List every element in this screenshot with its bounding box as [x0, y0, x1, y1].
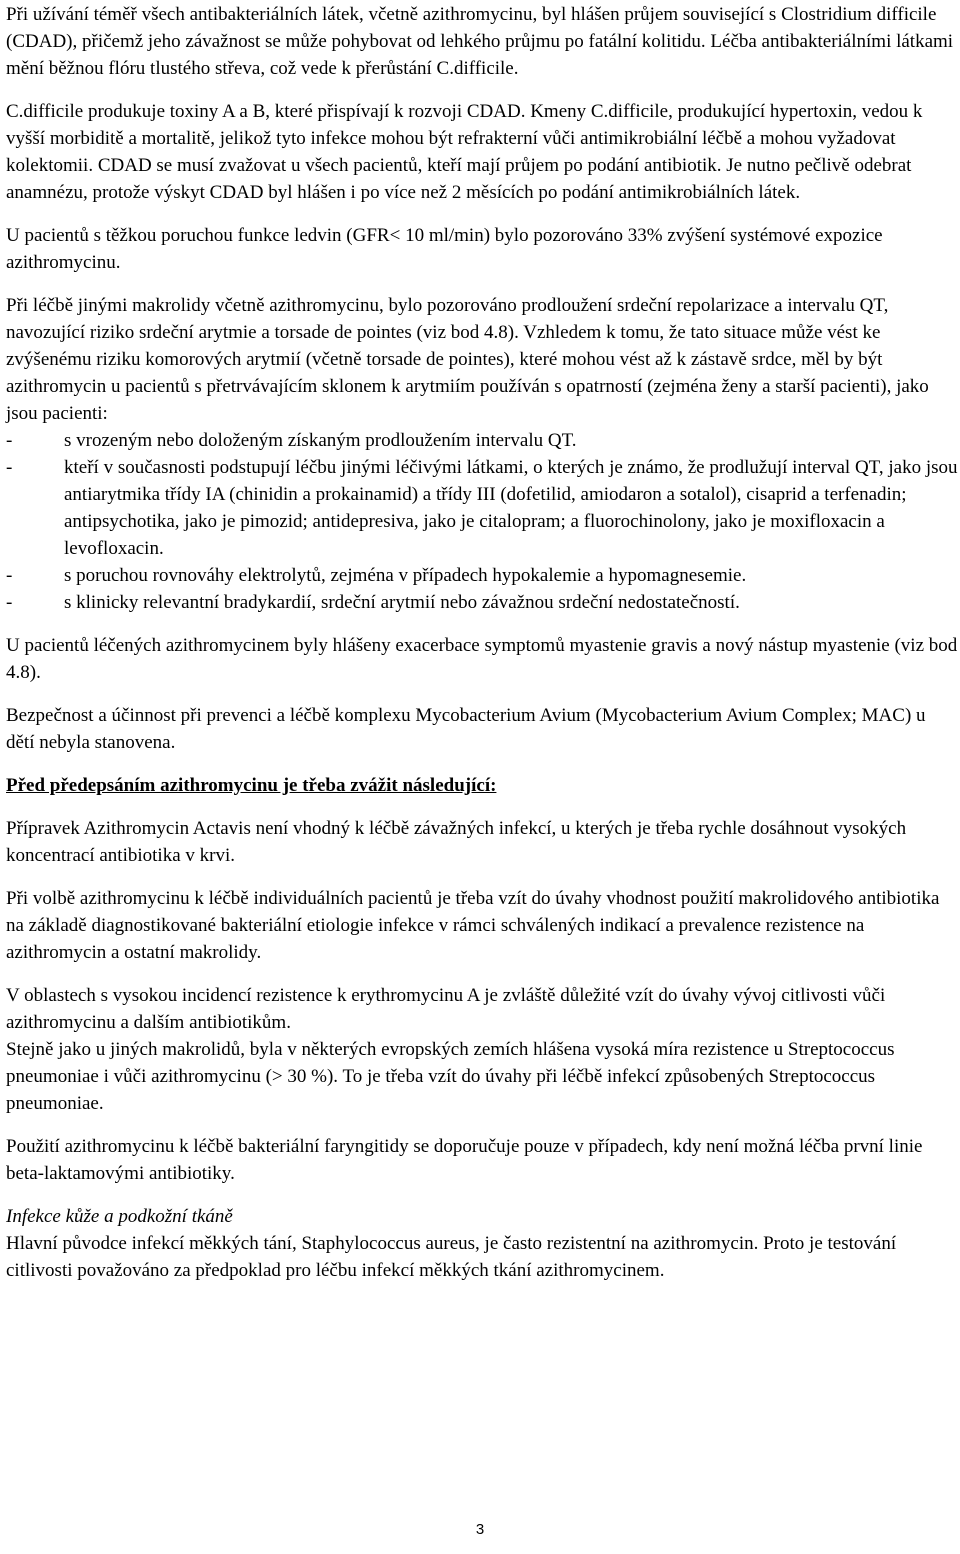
list-item — [6, 562, 958, 589]
paragraph-renal-impairment: U pacientů s těžkou poruchou funkce ledvin (GFR< 10 ml/min) bylo pozorováno 33% zvýšení systémové expozice azithromycinu. — [6, 225, 883, 273]
paragraph-cdad-toxins: C.difficile produkuje toxiny A a B, které přispívají k rozvoji CDAD. Kmeny C.difficile, produkující hypertoxin, vedou k vyšší morbiditě a mortalitě, jelikož tyto infekce mohou být refrakterní vůči antimikrobiální léčbě a mohou vyžadovat kolektomii. CDAD se musí zvažovat u všech pacientů, kteří mají průjem po podání antibiotik. Je nutno pečlivě odebrat anamnézu, protože výskyt CDAD byl hlášen i po více než 2 měsících po podání antimikrobiálních látek. — [6, 101, 923, 203]
paragraph-cdad-intro: Při užívání téměř všech antibakteriálních látek, včetně azithromycinu, byl hlášen průjem související s Clostridium difficile (CDAD), přičemž jeho závažnost se může pohybovat od lehkého průjmu po fatální kolitidu. Léčba antibakteriálními látkami mění běžnou flóru tlustého střeva, což vede k přerůstání C.difficile. — [6, 4, 954, 79]
list-item-text: s poruchou rovnováhy elektrolytů, zejména v případech hypokalemie a hypomagnesemie. — [64, 565, 747, 586]
qt-risk-list — [6, 427, 958, 616]
heading-before-prescribing: Před předepsáním azithromycinu je třeba zvážit následující: — [6, 775, 497, 796]
paragraph-choice-of-azithromycin: Při volbě azithromycinu k léčbě individuálních pacientů je třeba vzít do úvahy vhodnost použití makrolidového antibiotika na základě diagnostikované bakteriální etiologie infekce v rámci schválených indikací a prevalence rezistence na azithromycin a ostatní makrolidy. — [6, 888, 940, 963]
list-marker: - — [6, 565, 13, 586]
page-number: 3 — [475, 1521, 485, 1538]
paragraph-staphylococcus: Hlavní původce infekcí měkkých tání, Staphylococcus aureus, je často rezistentní na azithromycin. Proto je testování citlivosti považováno za předpoklad pro léčbu infekcí měkkých tkání azithromycinem. — [6, 1233, 897, 1281]
list-marker: - — [6, 592, 13, 613]
list-item — [6, 589, 958, 616]
list-item — [6, 427, 958, 454]
list-item-text: s klinicky relevantní bradykardií, srdeční arytmií nebo závažnou srdeční nedostatečností. — [64, 592, 740, 613]
list-marker: - — [6, 430, 13, 451]
paragraph-mac-children: Bezpečnost a účinnost při prevenci a léčbě komplexu Mycobacterium Avium (Mycobacterium Avium Complex; MAC) u dětí nebyla stanovena. — [6, 705, 926, 753]
paragraph-qt-prolongation: Při léčbě jinými makrolidy včetně azithromycinu, bylo pozorováno prodloužení srdeční repolarizace a intervalu QT, navozující riziko srdeční arytmie a torsade de pointes (viz bod 4.8). Vzhledem k tomu, že tato situace může vést ke zvýšenému riziku komorových arytmií (včetně torsade de pointes), které mohou vést až k zástavě srdce, měl by být azithromycin u pacientů s přetrvávajícím sklonem k arytmiím používán s opatrností (zejména ženy a starší pacienti), jako jsou pacienti: — [6, 295, 929, 424]
list-item-text: s vrozeným nebo doloženým získaným prodloužením intervalu QT. — [64, 430, 577, 451]
paragraph-severe-infections: Přípravek Azithromycin Actavis není vhodný k léčbě závažných infekcí, u kterých je třeba rychle dosáhnout vysokých koncentrací antibiotika v krvi. — [6, 818, 907, 866]
paragraph-myasthenia: U pacientů léčených azithromycinem byly hlášeny exacerbace symptomů myastenie gravis a nový nástup myastenie (viz bod 4.8). — [6, 635, 958, 683]
heading-skin-infections: Infekce kůže a podkožní tkáně — [6, 1206, 233, 1227]
document-page — [6, 1, 958, 1300]
paragraph-pharyngitis: Použití azithromycinu k léčbě bakteriální faryngitidy se doporučuje pouze v případech, kdy není možná léčba první linie beta-laktamovými antibiotiky. — [6, 1136, 923, 1184]
list-item-text: kteří v současnosti podstupují léčbu jinými léčivými látkami, o kterých je známo, že prodlužují interval QT, jako jsou antiarytmika třídy IA (chinidin a prokainamid) a třídy III (dofetilid, amiodaron a sotalol), cisaprid a terfenadin; antipsychotika, jako je pimozid; antidepresiva, jako je citalopram; a fluorochinolony, jako je moxifloxacin a levofloxacin. — [64, 457, 958, 559]
paragraph-erythromycin-resistance: V oblastech s vysokou incidencí rezistence k erythromycinu A je zvláště důležité vzít do úvahy vývoj citlivosti vůči azithromycinu a dalším antibiotikům. — [6, 985, 886, 1033]
paragraph-streptococcus-resistance: Stejně jako u jiných makrolidů, byla v některých evropských zemích hlášena vysoká míra rezistence u Streptococcus pneumoniae i vůči azithromycinu (> 30 %). To je třeba vzít do úvahy při léčbě infekcí způsobených Streptococcus pneumoniae. — [6, 1039, 895, 1114]
list-item — [6, 454, 958, 562]
list-marker: - — [6, 457, 13, 478]
